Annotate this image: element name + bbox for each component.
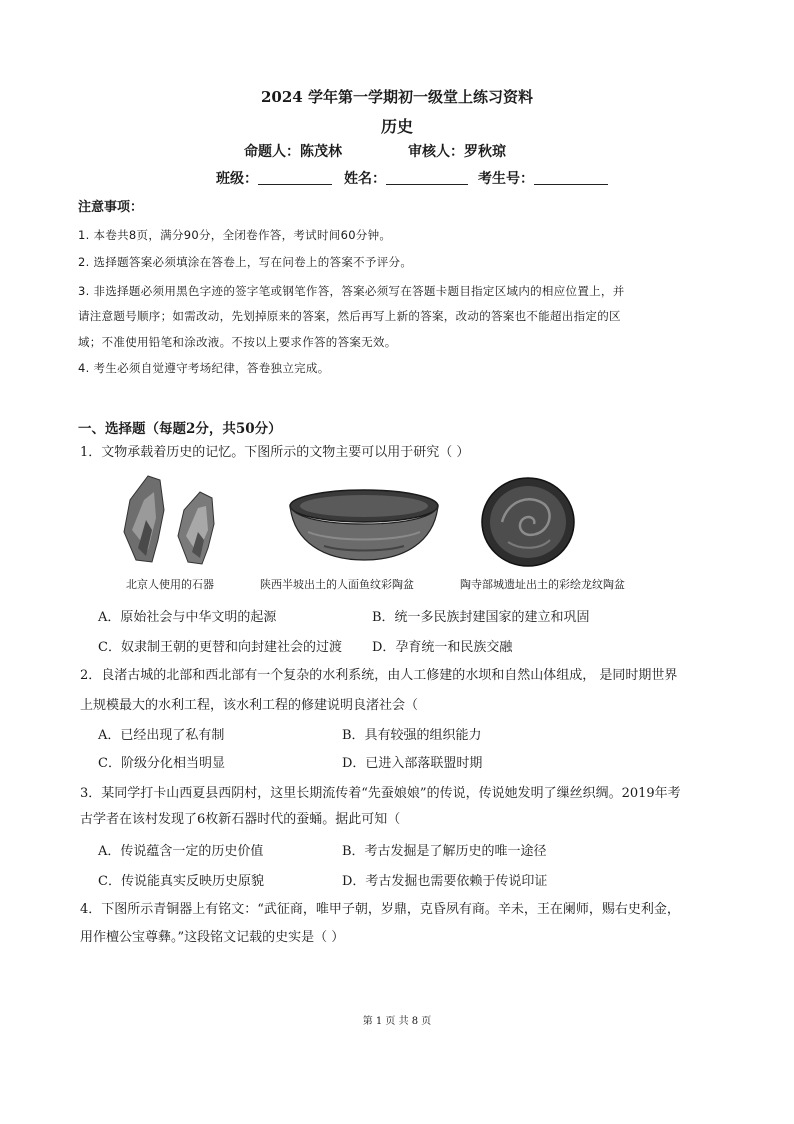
- option-b: B．考古发掘是了解历史的唯一途径: [342, 844, 547, 859]
- notice-item: 1. 本卷共8页，满分90分，全闭卷作答，考试时间60分钟。: [78, 228, 392, 242]
- class-field: [216, 168, 332, 188]
- option-b: B．统一多民族封建国家的建立和巩固: [372, 610, 590, 625]
- notice-title: 注意事项：: [78, 200, 144, 215]
- question-2-stem-line: 上规模最大的水利工程，该水利工程的修建说明良渚社会（: [80, 698, 419, 713]
- notice-item: 域；不准使用铅笔和涂改液。不按以上要求作答的答案无效。: [78, 335, 397, 349]
- question-4-stem-line: 用作檀公宝尊彝。”这段铭文记载的史实是（ ）: [80, 930, 345, 945]
- reviewer-label: 审核人：罗秋琼: [408, 144, 506, 160]
- name-blank: [386, 184, 468, 185]
- image-caption: 陶寺部城遗址出土的彩绘龙纹陶盆: [460, 578, 625, 591]
- page-number: 第 1 页 共 8 页: [362, 1016, 432, 1027]
- dragon-pattern-pottery-image: [478, 476, 578, 570]
- option-a: A．原始社会与中华文明的起源: [98, 610, 277, 625]
- question-1-stem: 1．文物承载着历史的记忆。下图所示的文物主要可以用于研究（ ）: [80, 445, 470, 460]
- option-a: A．传说蕴含一定的历史价值: [98, 844, 264, 859]
- question-2-stem-line: 2．良渚古城的北部和西北部有一个复杂的水利系统，由人工修建的水坝和自然山体组成， 是同时期世界: [80, 668, 678, 683]
- question-3-stem-line: 3．某同学打卡山西夏县西阴村，这里长期流传着“先蚕娘娘”的传说，传说她发明了缫丝织绸。2019年考: [80, 786, 681, 801]
- subject-title: 历史: [380, 117, 413, 136]
- option-c: C．阶级分化相当明显: [98, 756, 225, 771]
- option-c: C．传说能真实反映历史原貌: [98, 874, 264, 889]
- option-b: B．具有较强的组织能力: [342, 728, 482, 743]
- option-d: D．已进入部落联盟时期: [342, 756, 483, 771]
- option-d: D．孕育统一和民族交融: [372, 640, 513, 655]
- option-c: C．奴隶制王朝的更替和向封建社会的过渡: [98, 640, 342, 655]
- name-label: 姓名：: [344, 171, 386, 187]
- class-blank: [258, 184, 332, 185]
- section-title: 一、选择题（每题2分，共50分）: [78, 421, 282, 437]
- question-4-stem-line: 4．下图所示青铜器上有铭文：“武征商，唯甲子朝，岁鼎，克昏夙有商。辛未，王在阑师，赐右史利金，: [80, 902, 680, 917]
- name-field: [344, 168, 468, 188]
- stone-tools-image: [118, 470, 228, 570]
- student-id-field: [478, 168, 608, 188]
- image-caption: 陕西半坡出土的人面鱼纹彩陶盆: [260, 578, 414, 591]
- class-label: 班级：: [216, 171, 258, 187]
- option-d: D．考古发掘也需要依赖于传说印证: [342, 874, 548, 889]
- option-a: A．已经出现了私有制: [98, 728, 225, 743]
- question-3-stem-line: 古学者在该村发现了6枚新石器时代的蚕蛹。据此可知（: [80, 812, 401, 827]
- student-id-blank: [534, 184, 608, 185]
- notice-item: 4. 考生必须自觉遵守考场纪律，答卷独立完成。: [78, 361, 330, 375]
- student-id-label: 考生号：: [478, 171, 534, 187]
- notice-item: 3. 非选择题必须用黑色字迹的签字笔或钢笔作答，答案必须写在答题卡题目指定区域内的相应位置上，并: [78, 284, 625, 298]
- page-title: 2024 学年第一学期初一级堂上练习资料: [261, 88, 533, 106]
- author-label: 命题人：陈茂林: [244, 144, 342, 160]
- notice-item: 2. 选择题答案必须填涂在答卷上，写在问卷上的答案不予评分。: [78, 255, 413, 269]
- painted-pottery-basin-image: [284, 484, 444, 566]
- image-caption: 北京人使用的石器: [126, 578, 214, 591]
- notice-item: 请注意题号顺序；如需改动，先划掉原来的答案，然后再写上新的答案，改动的答案也不能超出指定的区: [78, 309, 621, 323]
